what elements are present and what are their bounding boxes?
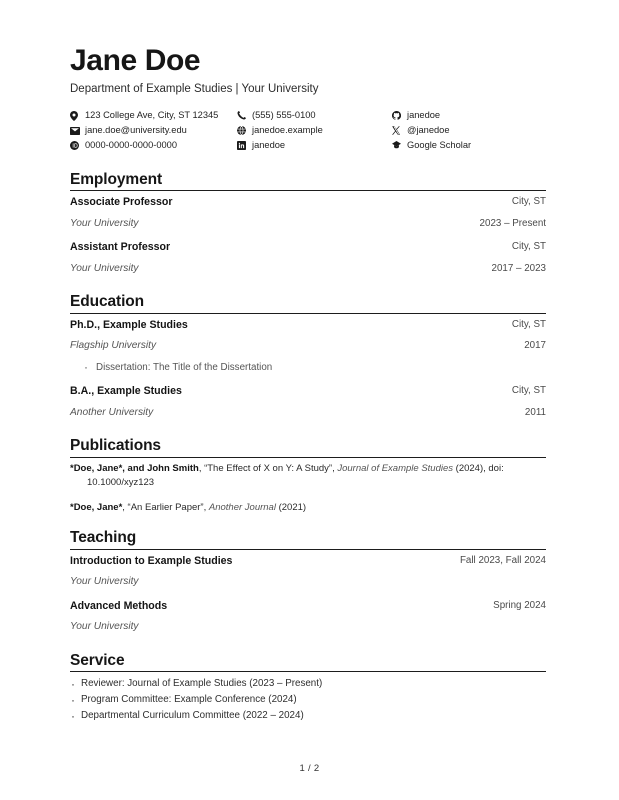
job-organization: Your University	[70, 217, 139, 229]
page-title: Jane Doe	[70, 44, 201, 77]
teaching-entry	[70, 599, 546, 635]
degree-year: 2011	[524, 406, 546, 418]
section-employment	[70, 170, 546, 277]
course-terms: Spring 2024	[493, 599, 546, 611]
degree-year: 2017	[524, 340, 546, 352]
contact-email-text: jane.doe@university.edu	[85, 125, 187, 136]
degree-location: City, ST	[511, 385, 546, 397]
section-publications	[70, 436, 546, 515]
service-list	[70, 676, 546, 724]
orcid-icon	[70, 141, 83, 150]
employment-entry	[70, 195, 546, 231]
contact-github-text: janedoe	[407, 109, 441, 120]
contact-google-scholar	[392, 140, 542, 152]
list-item: · Departmental Curriculum Committee (2022 – 2024)	[70, 708, 546, 724]
teaching-entry	[70, 554, 546, 590]
publication-journal: Another Journal	[208, 502, 276, 514]
contact-block	[70, 110, 546, 152]
course-title: Advanced Methods	[70, 599, 168, 612]
section-title-service: Service	[70, 652, 125, 670]
job-title: Assistant Professor	[70, 241, 171, 254]
section-divider	[70, 313, 546, 314]
affiliation-line: Department of Example Studies | Your University	[70, 83, 319, 95]
education-entry	[70, 318, 546, 375]
job-dates: 2017 – 2023	[491, 262, 546, 274]
education-bullet-list	[70, 361, 546, 375]
degree-institution: Flagship University	[70, 340, 157, 352]
job-location: City, ST	[511, 196, 546, 208]
section-divider	[70, 457, 546, 458]
contact-address	[70, 110, 237, 122]
list-item: · Program Committee: Example Conference (2024)	[70, 692, 546, 708]
publication-item	[70, 501, 546, 515]
course-institution: Your University	[70, 576, 139, 588]
section-title-employment: Employment	[70, 170, 163, 188]
course-title: Introduction to Example Studies	[70, 554, 233, 567]
contact-x-twitter	[392, 125, 542, 137]
contact-website-text: janedoe.example	[252, 125, 323, 136]
globe-icon	[237, 126, 250, 135]
course-terms: Fall 2023, Fall 2024	[459, 554, 546, 566]
envelope-icon	[70, 127, 83, 135]
education-entry	[70, 384, 546, 420]
publication-authors: *Doe, Jane*	[70, 502, 123, 514]
publication-meta: (2021)	[275, 502, 307, 514]
degree-title: Ph.D., Example Studies	[70, 318, 188, 331]
x-twitter-icon	[392, 126, 405, 135]
job-location: City, ST	[511, 241, 546, 253]
list-item: · Reviewer: Journal of Example Studies (2023 – Present)	[70, 676, 546, 692]
contact-column-2	[237, 110, 392, 152]
contact-website	[237, 125, 392, 137]
section-title-teaching: Teaching	[70, 529, 137, 547]
publication-authors: *Doe, Jane*, and John Smith	[70, 462, 199, 474]
section-title-education: Education	[70, 293, 145, 311]
contact-orcid	[70, 140, 237, 152]
job-title: Associate Professor	[70, 196, 173, 209]
phone-icon	[237, 111, 250, 120]
section-divider	[70, 190, 546, 191]
contact-address-text: 123 College Ave, City, ST 12345	[85, 109, 219, 120]
page-number: 1 / 2	[299, 763, 320, 774]
publication-item	[70, 462, 546, 491]
contact-orcid-text: 0000-0000-0000-0000	[85, 140, 178, 151]
degree-title: B.A., Example Studies	[70, 385, 182, 398]
degree-location: City, ST	[511, 318, 546, 330]
contact-phone-text: (555) 555-0100	[252, 109, 316, 120]
section-title-publications: Publications	[70, 437, 161, 455]
contact-linkedin	[237, 140, 392, 152]
employment-entry	[70, 240, 546, 276]
contact-linkedin-text: janedoe	[252, 140, 286, 151]
contact-google-scholar-text: Google Scholar	[407, 140, 472, 151]
linkedin-icon	[237, 141, 250, 150]
publication-title: , “The Effect of X on Y: A Study”,	[198, 462, 338, 474]
google-scholar-icon	[392, 141, 405, 150]
publication-meta: (2024), doi: 10.1000/xyz123	[87, 462, 504, 488]
contact-github	[392, 110, 542, 122]
degree-institution: Another University	[70, 406, 154, 418]
job-organization: Your University	[70, 262, 139, 274]
section-divider	[70, 549, 546, 550]
contact-email	[70, 125, 237, 137]
section-teaching	[70, 528, 546, 635]
section-service	[70, 651, 546, 724]
contact-column-1	[70, 110, 237, 152]
contact-phone	[237, 110, 392, 122]
publication-journal: Journal of Example Studies	[337, 462, 454, 474]
list-item: · Dissertation: The Title of the Dissertation	[84, 361, 546, 375]
github-icon	[392, 111, 405, 120]
section-education	[70, 292, 546, 420]
publication-title: , “An Earlier Paper”,	[122, 502, 209, 514]
contact-column-3	[392, 110, 542, 152]
map-pin-icon	[70, 111, 83, 121]
section-divider	[70, 671, 546, 672]
course-institution: Your University	[70, 621, 139, 633]
job-dates: 2023 – Present	[479, 217, 546, 229]
contact-x-twitter-text: @janedoe	[407, 125, 450, 136]
